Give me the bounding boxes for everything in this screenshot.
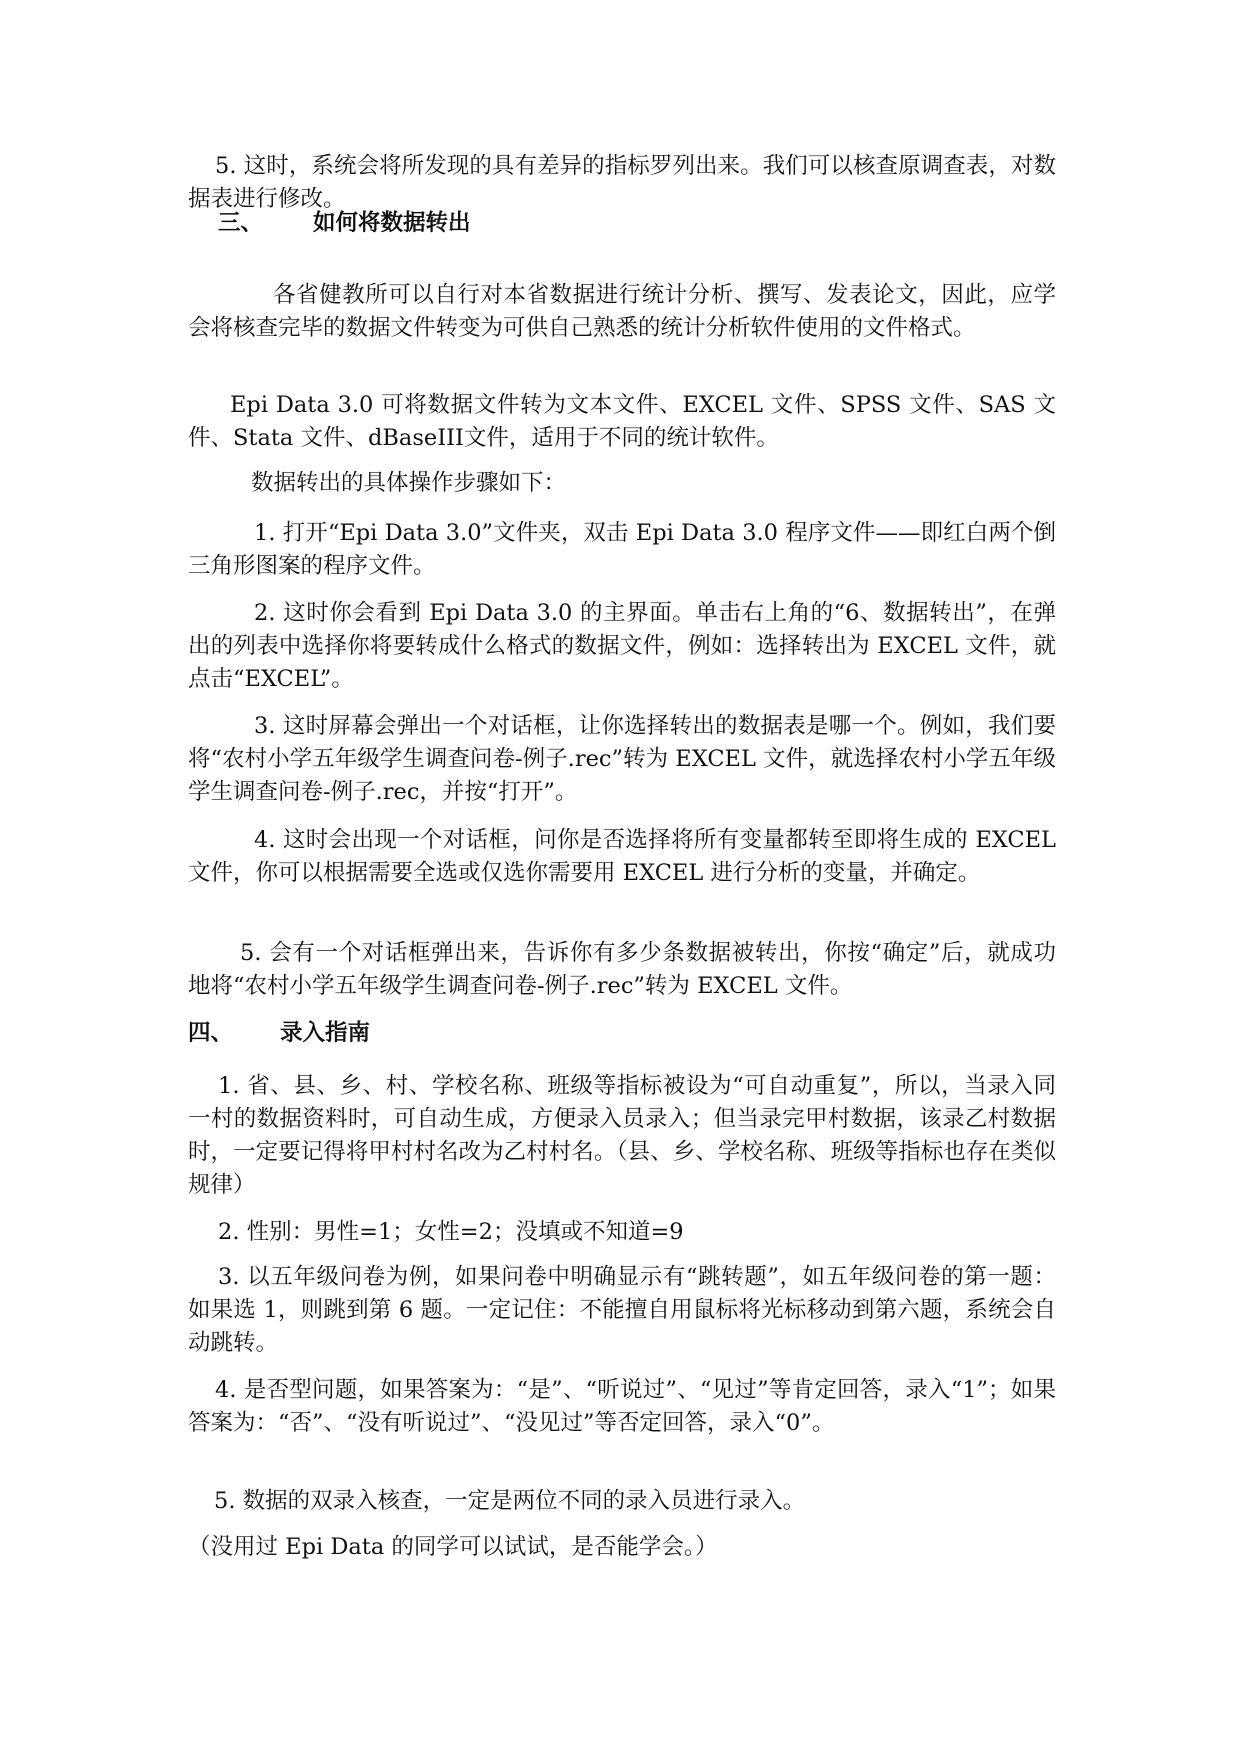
paragraph-guide-item3: 3. 以五年级问卷为例，如果问卷中明确显示有“跳转题”，如五年级问卷的第一题：如果选 1，则跳到第 6 题。一定记住：不能擅自用鼠标将光标移动到第六题，系统会自动跳转。 [188, 1264, 1056, 1356]
paragraph-export-step1: 1. 打开“Epi Data 3.0”文件夹，双击 Epi Data 3.0 程序文件——即红白两个倒三角形图案的程序文件。 [188, 520, 1056, 579]
section-heading-entry-guide [188, 1017, 370, 1050]
paragraph-guide-item5: 5. 数据的双录入核查，一定是两位不同的录入员进行录入。 [214, 1488, 806, 1514]
paragraph-guide-item2: 2. 性别：男性=1；女性=2；没填或不知道=9 [218, 1219, 684, 1245]
paragraph-step5-differences: 5. 这时，系统会将所发现的具有差异的指标罗列出来。我们可以核查原调查表，对数据表进行修改。 [188, 153, 1056, 212]
paragraph-export-steps-intro: 数据转出的具体操作步骤如下： [251, 470, 567, 496]
paragraph-guide-item4: 4. 是否型问题，如果答案为：“是”、“听说过”、“见过”等肯定回答，录入“1”；如果答案为：“否”、“没有听说过”、“没见过”等否定回答，录入“0”。 [188, 1377, 1056, 1436]
paragraph-export-step2: 2. 这时你会看到 Epi Data 3.0 的主界面。单击右上角的“6、数据转出”，在弹出的列表中选择你将要转成什么格式的数据文件，例如：选择转出为 EXCEL 文件，就点击“EXCEL”。 [188, 600, 1056, 692]
section-title: 如何将数据转出 [313, 210, 471, 236]
paragraph-export-step3: 3. 这时屏幕会弹出一个对话框，让你选择转出的数据表是哪一个。例如，我们要将“农村小学五年级学生调查问卷-例子.rec”转为 EXCEL 文件，就选择农村小学五年级学生调查问卷-例子.rec，并按“打开”。 [188, 713, 1056, 805]
section-heading-export [218, 207, 471, 240]
paragraph-export-step4: 4. 这时会出现一个对话框，问你是否选择将所有变量都转至即将生成的 EXCEL 文件，你可以根据需要全选或仅选你需要用 EXCEL 进行分析的变量，并确定。 [188, 827, 1056, 886]
paragraph-export-step5: 5. 会有一个对话框弹出来，告诉你有多少条数据被转出，你按“确定”后，就成功地将“农村小学五年级学生调查问卷-例子.rec”转为 EXCEL 文件。 [188, 940, 1056, 999]
paragraph-export-formats: Epi Data 3.0 可将数据文件转为文本文件、EXCEL 文件、SPSS 文件、SAS 文件、Stata 文件、dBaseIII文件，适用于不同的统计软件。 [188, 392, 1056, 451]
paragraph-export-intro: 各省健教所可以自行对本省数据进行统计分析、撰写、发表论文，因此，应学会将核查完毕的数据文件转变为可供自己熟悉的统计分析软件使用的文件格式。 [188, 282, 1056, 341]
paragraph-closing-note: （没用过 Epi Data 的同学可以试试，是否能学会。） [188, 1534, 718, 1560]
section-number: 三、 [218, 210, 264, 236]
section-number: 四、 [188, 1020, 234, 1046]
paragraph-guide-item1: 1. 省、县、乡、村、学校名称、班级等指标被设为“可自动重复”，所以，当录入同一村的数据资料时，可自动生成，方便录入员录入；但当录完甲村数据，该录乙村数据时，一定要记得将甲村村名改为乙村村名。（县、乡、学校名称、班级等指标也存在类似规律） [188, 1073, 1056, 1198]
section-title: 录入指南 [280, 1020, 371, 1046]
